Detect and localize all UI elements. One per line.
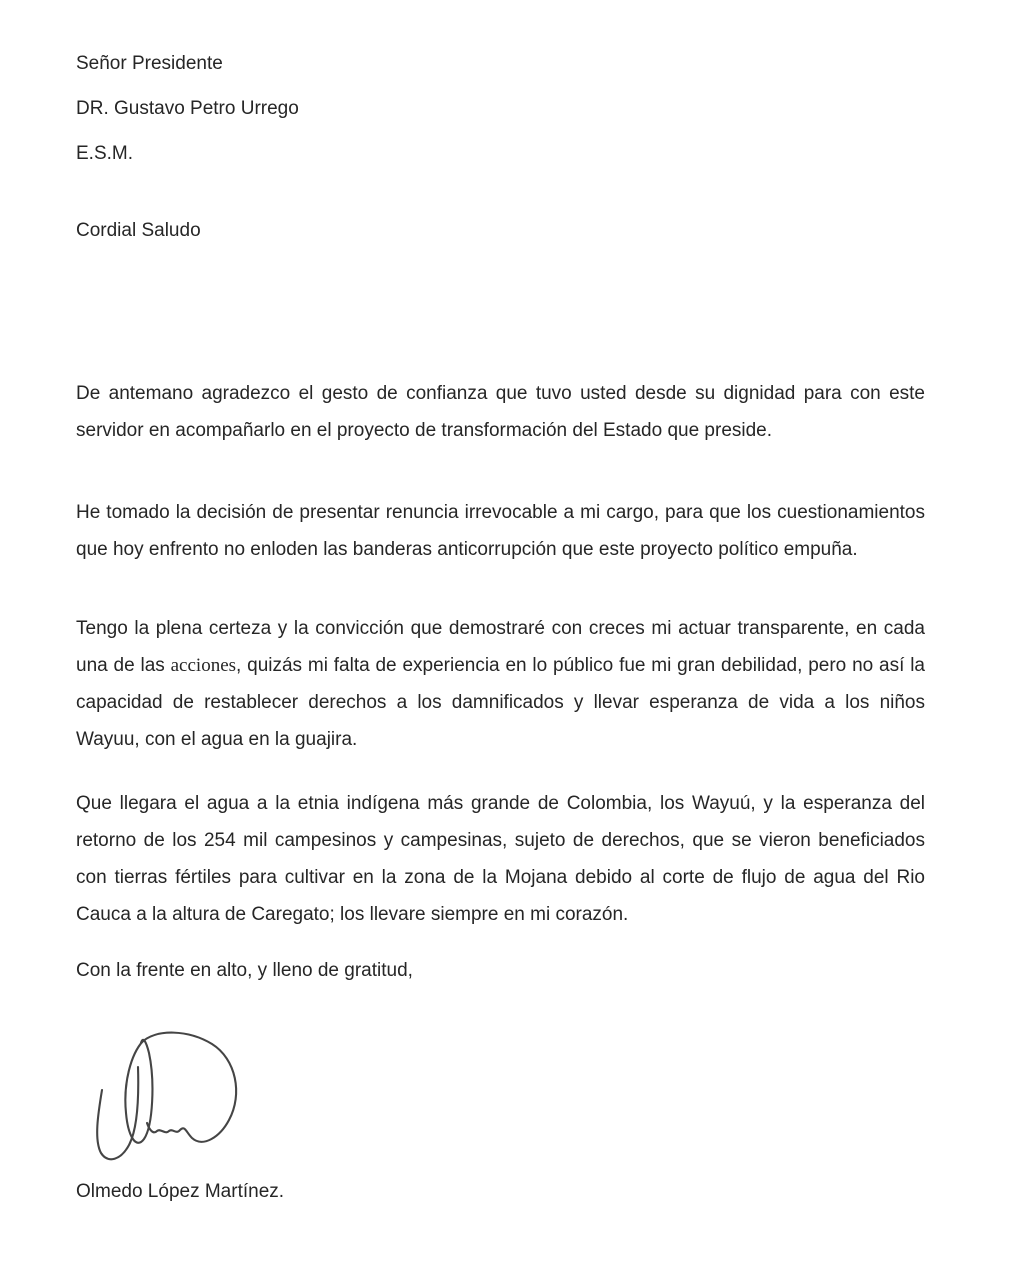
signature-block [93,1027,263,1165]
greeting: Cordial Saludo [76,220,201,241]
closing-line: Con la frente en alto, y lleno de gratitud, [76,960,413,981]
paragraph-water-legacy: Que llegara el agua a la etnia indígena más grande de Colombia, los Wayuú, y la esperanza del retorno de los 254 mil campesinos y campesinas, sujeto de derechos, que se vieron beneficiados con tierras fértiles para cultivar en la zona de la Mojana debido al corte de flujo de agua del Rio Cauca a la altura de Caregato; los llevare siempre en mi corazón. [76,793,925,925]
recipient-line-esm: E.S.M. [76,143,134,164]
paragraph-conviction [76,610,925,758]
signer-name: Olmedo López Martínez. [76,1181,285,1202]
paragraph-gratitude: De antemano agradezco el gesto de confianza que tuvo usted desde su dignidad para con este servidor en acompañarlo en el proyecto de transformación del Estado que preside. [76,383,925,441]
handwritten-signature-icon [93,1027,263,1165]
recipient-block [76,45,925,172]
paragraph-conviction-text-2: , quizás mi falta de experiencia en lo público fue mi gran debilidad, pero no así la capacidad de restablecer derechos a los damnificados y llevar esperanza de vida a los niños Wayuu, con el agua en la guajira. [76,655,925,750]
serif-word-acciones: acciones [170,655,237,676]
recipient-line-senor-presidente: Señor Presidente [76,53,223,74]
paragraph-resignation: He tomado la decisión de presentar renuncia irrevocable a mi cargo, para que los cuestionamientos que hoy enfrento no enloden las banderas anticorrupción que este proyecto político empuña. [76,502,925,560]
paragraph-conviction-text-1: Tengo la plena certeza y la convicción que demostraré con creces mi actuar transparente, en cada una de las [76,618,925,676]
recipient-line-name: DR. Gustavo Petro Urrego [76,98,299,119]
